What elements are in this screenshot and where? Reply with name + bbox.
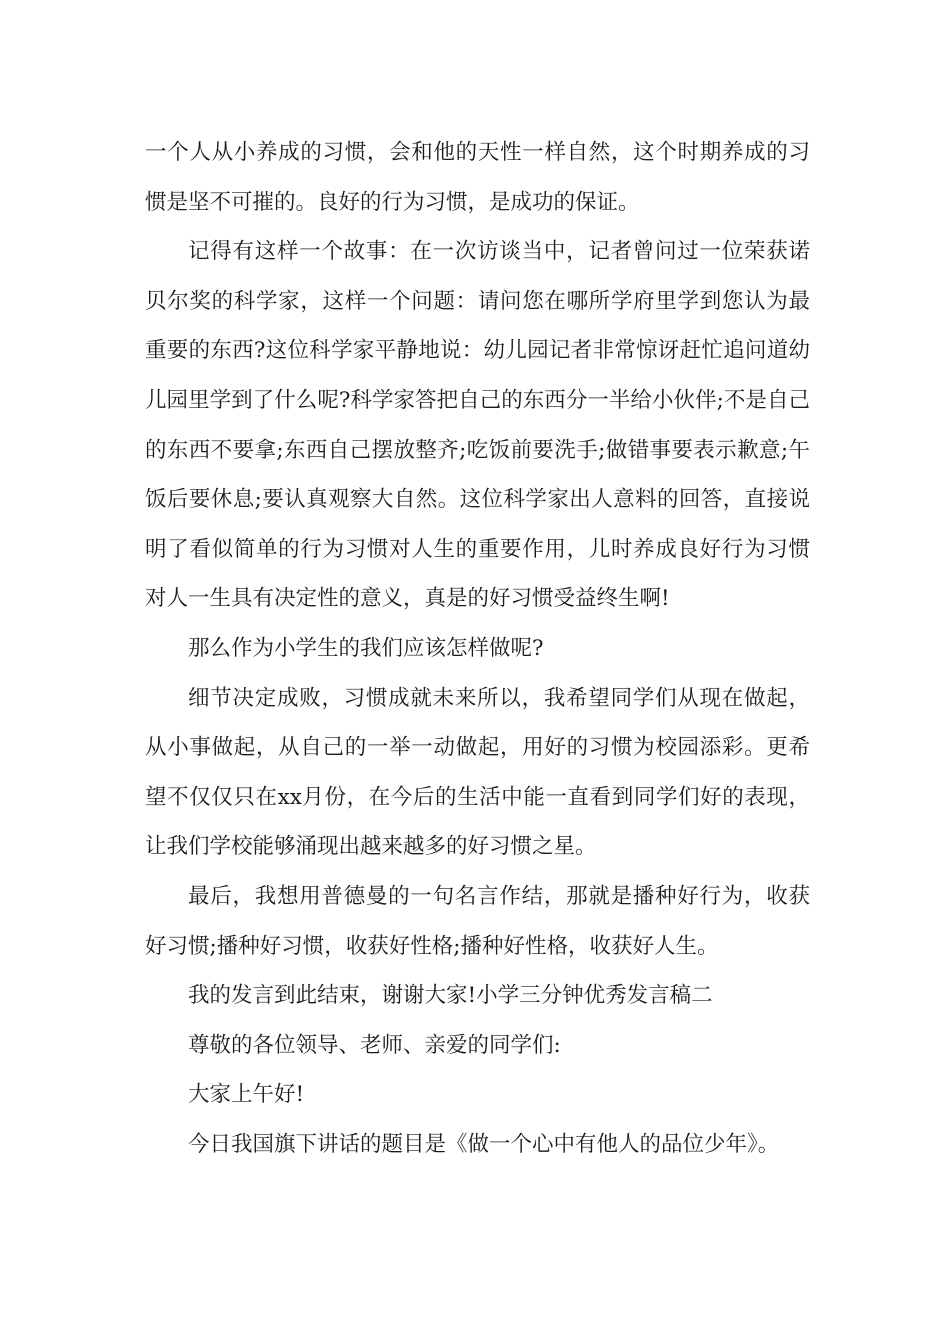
paragraph-habit-intro: 一个人从小养成的习惯，会和他的天性一样自然，这个时期养成的习惯是坚不可摧的。良好的行为习惯，是成功的保证。 <box>145 140 810 215</box>
paragraph-closing-quote: 最后，我想用普德曼的一句名言作结，那就是播种好行为，收获好习惯;播种好习惯，收获好性格;播种好性格，收获好人生。 <box>145 883 810 959</box>
paragraph-details: 细节决定成败，习惯成就未来所以，我希望同学们从现在做起，从小事做起，从自己的一举一动做起，用好的习惯为校园添彩。更希望不仅仅只在xx月份，在今后的生活中能一直看到同学们好的表现，让我们学校能够涌现出越来越多的好习惯之星。 <box>145 685 810 860</box>
document-body <box>145 128 810 1169</box>
paragraph-question: 那么作为小学生的我们应该怎样做呢? <box>188 635 544 661</box>
paragraph-greeting: 大家上午好! <box>188 1082 305 1108</box>
paragraph-salutation: 尊敬的各位领导、老师、亲爱的同学们: <box>188 1032 561 1058</box>
paragraph-speech-topic: 今日我国旗下讲话的题目是《做一个心中有他人的品位少年》。 <box>188 1131 780 1157</box>
paragraph-thanks: 我的发言到此结束，谢谢大家!小学三分钟优秀发言稿二 <box>188 983 713 1009</box>
paragraph-nobel-story: 记得有这样一个故事：在一次访谈当中，记者曾问过一位荣获诺贝尔奖的科学家，这样一个问题：请问您在哪所学府里学到您认为最重要的东西?这位科学家平静地说：幼儿园记者非常惊讶赶忙追问道幼儿园里学到了什么呢?科学家答把自己的东西分一半给小伙伴;不是自己的东西不要拿;东西自己摆放整齐;吃饭前要洗手;做错事要表示歉意;午饭后要休息;要认真观察大自然。这位科学家出人意料的回答，直接说明了看似简单的行为习惯对人生的重要作用，儿时养成良好行为习惯对人一生具有决定性的意义，真是的好习惯受益终生啊! <box>145 239 810 612</box>
